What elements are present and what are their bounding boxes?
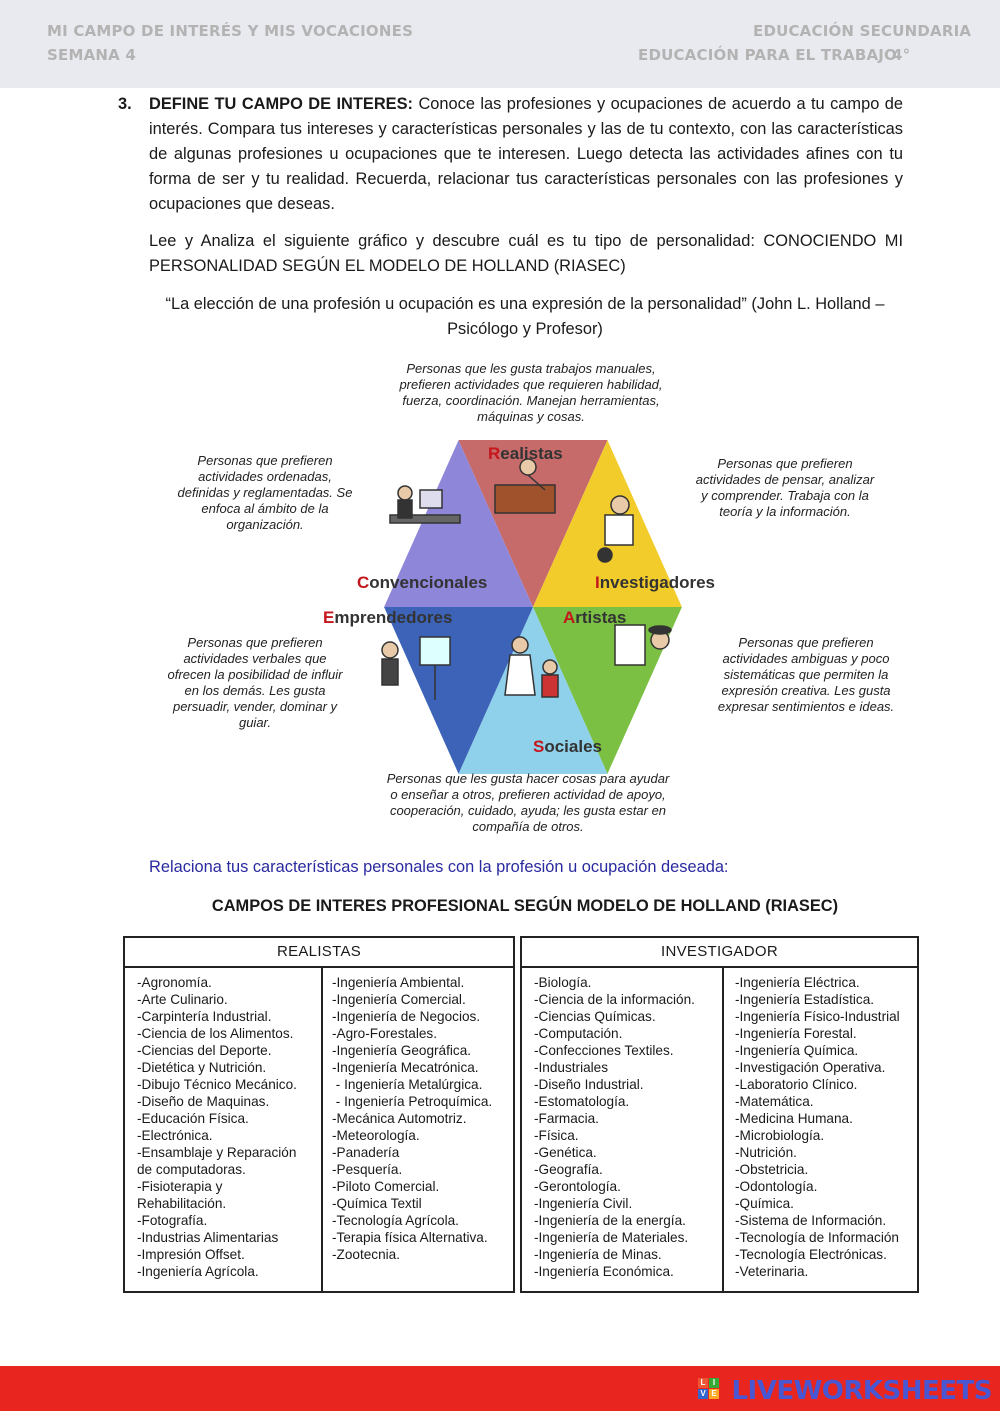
list-item: -Ciencias del Deporte. xyxy=(137,1043,272,1058)
list-item: -Fotografía. xyxy=(137,1213,208,1228)
list-item: -Agronomía. xyxy=(137,975,212,990)
page-header xyxy=(0,0,1000,88)
liveworksheets-logo-icon: L I V E xyxy=(698,1378,720,1400)
list-item: -Ingeniería Económica. xyxy=(534,1264,674,1279)
list-item: -Ciencia de los Alimentos. xyxy=(137,1026,294,1041)
realistas-col-2 xyxy=(332,974,492,1263)
list-item: -Química. xyxy=(735,1196,794,1211)
label-convencionales: Convencionales xyxy=(357,573,488,592)
table-investigador xyxy=(520,936,919,1293)
table-realistas-header: REALISTAS xyxy=(125,938,513,968)
list-item: -Medicina Humana. xyxy=(735,1111,853,1126)
svg-text:teoría y la información.: teoría y la información. xyxy=(719,504,851,519)
list-item: -Sistema de Información. xyxy=(735,1213,887,1228)
list-item: - Ingeniería Petroquímica. xyxy=(332,1094,493,1109)
liveworksheets-brand[interactable]: LIVEWORKSHEETS xyxy=(731,1376,992,1406)
list-item: -Microbiología. xyxy=(735,1128,825,1143)
svg-text:cooperación, cuidado, ayuda; l: cooperación, cuidado, ayuda; les gusta estar en xyxy=(389,803,667,818)
list-item: -Ingeniería Mecatrónica. xyxy=(332,1060,479,1075)
list-item: -Ingeniería Civil. xyxy=(534,1196,633,1211)
svg-text:Personas que les gusta trabajo: Personas que les gusta trabajos manuales, xyxy=(406,361,656,376)
list-item: -Mecánica Automotriz. xyxy=(332,1111,467,1126)
list-item: -Ingeniería Geográfica. xyxy=(332,1043,472,1058)
list-item: -Estomatología. xyxy=(534,1094,630,1109)
list-item: -Ingeniería Ambiental. xyxy=(332,975,465,990)
header-level: EDUCACIÓN SECUNDARIA xyxy=(753,22,972,40)
list-item: -Odontología. xyxy=(735,1179,818,1194)
investigador-col-2 xyxy=(735,974,900,1280)
list-item: -Veterinaria. xyxy=(735,1264,809,1279)
list-item: -Ingeniería de la energía. xyxy=(534,1213,686,1228)
list-item: -Industriales xyxy=(534,1060,609,1075)
list-item: -Dibujo Técnico Mecánico. xyxy=(137,1077,297,1092)
list-item: -Agro-Forestales. xyxy=(332,1026,438,1041)
label-emprendedores: Emprendedores xyxy=(323,608,453,627)
list-item: de computadoras. xyxy=(137,1162,246,1177)
realistas-col-1 xyxy=(137,974,297,1280)
list-item: -Tecnología de Información xyxy=(735,1230,899,1245)
svg-text:actividades verbales que: actividades verbales que xyxy=(183,651,327,666)
desc-convencionales xyxy=(178,453,353,532)
painter-illustration xyxy=(615,625,671,665)
list-item: -Obstetricia. xyxy=(735,1162,809,1177)
svg-text:ofrecen la posibilidad de infl: ofrecen la posibilidad de influir xyxy=(167,667,343,682)
list-item: -Ingeniería Forestal. xyxy=(735,1026,857,1041)
svg-text:definidas y reglamentadas. Se: definidas y reglamentadas. Se xyxy=(177,485,353,500)
label-realistas: Realistas xyxy=(488,444,563,463)
section-number: 3. xyxy=(118,95,132,113)
list-item: -Panadería xyxy=(332,1145,400,1160)
list-item: -Tecnología Agrícola. xyxy=(332,1213,459,1228)
svg-text:Personas que prefieren: Personas que prefieren xyxy=(197,453,333,468)
desc-artistas xyxy=(718,635,894,714)
svg-text:en los demás. Les gusta: en los demás. Les gusta xyxy=(184,683,326,698)
svg-text:fuerza, coordinación. Manejan: fuerza, coordinación. Manejan herramientas, xyxy=(402,393,660,408)
list-item: -Electrónica. xyxy=(137,1128,213,1143)
svg-text:actividades ordenadas,: actividades ordenadas, xyxy=(198,469,332,484)
label-sociales: Sociales xyxy=(533,737,602,756)
svg-text:compañía de otros.: compañía de otros. xyxy=(472,819,584,834)
list-item: -Ingeniería de Materiales. xyxy=(534,1230,689,1245)
list-item: -Biología. xyxy=(534,975,592,990)
list-item: -Ingeniería de Negocios. xyxy=(332,1009,481,1024)
list-item: -Ingeniería Estadística. xyxy=(735,992,875,1007)
svg-text:expresión creativa. Les gusta: expresión creativa. Les gusta xyxy=(721,683,891,698)
desc-realistas xyxy=(398,361,662,424)
svg-text:Personas que les gusta hacer c: Personas que les gusta hacer cosas para ayudar xyxy=(386,771,670,786)
section-intro xyxy=(149,92,903,217)
list-item: -Diseño Industrial. xyxy=(534,1077,644,1092)
list-item: -Tecnología Electrónicas. xyxy=(735,1247,887,1262)
svg-text:Personas que prefieren: Personas que prefieren xyxy=(717,456,853,471)
list-item: -Fisioterapia y xyxy=(137,1179,223,1194)
list-item: -Computación. xyxy=(534,1026,623,1041)
svg-text:y comprender. Trabaja con la: y comprender. Trabaja con la xyxy=(701,488,869,503)
list-item: -Farmacia. xyxy=(534,1111,599,1126)
list-item: Rehabilitación. xyxy=(137,1196,227,1211)
list-item: -Ciencias Químicas. xyxy=(534,1009,656,1024)
section-instruction: Lee y Analiza el siguiente gráfico y descubre cuál es tu tipo de personalidad: CONOCIENDO MI PERSONALIDAD SEGÚN EL MODELO DE HOLLAND (RIASEC) xyxy=(149,232,903,275)
list-item: -Ingeniería Eléctrica. xyxy=(735,975,860,990)
svg-text:Personas que prefieren: Personas que prefieren xyxy=(187,635,323,650)
label-investigadores: Investigadores xyxy=(595,573,715,592)
list-item: -Gerontología. xyxy=(534,1179,621,1194)
list-item: -Laboratorio Clínico. xyxy=(735,1077,858,1092)
header-week: SEMANA 4 xyxy=(47,46,137,64)
svg-text:enfoca al ámbito de la: enfoca al ámbito de la xyxy=(201,501,329,516)
list-item: -Diseño de Maquinas. xyxy=(137,1094,270,1109)
relate-prompt: Relaciona tus características personales con la profesión u ocupación deseada: xyxy=(149,858,729,876)
investigador-col-1 xyxy=(534,974,695,1280)
riasec-hexagon-diagram xyxy=(150,355,920,845)
svg-text:o enseñar a otros, prefieren a: o enseñar a otros, prefieren actividad de apoyo, xyxy=(390,787,666,802)
header-grade: 4° xyxy=(892,46,911,64)
list-item: -Física. xyxy=(534,1128,579,1143)
svg-text:sistemáticas que permiten la: sistemáticas que permiten la xyxy=(723,667,889,682)
svg-text:actividades de pensar, analiza: actividades de pensar, analizar xyxy=(695,472,875,487)
list-item: -Nutrición. xyxy=(735,1145,797,1160)
svg-text:expresar sentimientos e ideas.: expresar sentimientos e ideas. xyxy=(717,699,895,714)
list-item: -Zootecnia. xyxy=(332,1247,401,1262)
list-item: -Ingeniería Físico-Industrial xyxy=(735,1009,900,1024)
list-item: -Ingeniería Comercial. xyxy=(332,992,466,1007)
header-course: EDUCACIÓN PARA EL TRABAJO xyxy=(638,46,898,64)
list-item: -Química Textil xyxy=(332,1196,422,1211)
list-item: -Ensamblaje y Reparación xyxy=(137,1145,297,1160)
list-item: -Educación Física. xyxy=(137,1111,249,1126)
list-item: -Investigación Operativa. xyxy=(735,1060,886,1075)
svg-text:actividades ambiguas y poco: actividades ambiguas y poco xyxy=(722,651,890,666)
desc-sociales xyxy=(387,771,670,834)
svg-text:prefieren actividades que requ: prefieren actividades que requieren habilidad, xyxy=(399,377,663,392)
svg-text:persuadir, vender, dominar y: persuadir, vender, dominar y xyxy=(172,699,338,714)
desc-emprendedores xyxy=(168,635,344,730)
svg-text:guiar.: guiar. xyxy=(238,715,272,730)
table-title: CAMPOS DE INTERES PROFESIONAL SEGÚN MODELO DE HOLLAND (RIASEC) xyxy=(211,897,839,915)
list-item: -Impresión Offset. xyxy=(137,1247,245,1262)
list-item: -Terapia física Alternativa. xyxy=(332,1230,488,1245)
list-item: -Ingeniería Agrícola. xyxy=(137,1264,259,1279)
table-realistas xyxy=(123,936,515,1293)
desc-investigadores xyxy=(696,456,875,519)
list-item: -Carpintería Industrial. xyxy=(137,1009,272,1024)
list-item: -Geografía. xyxy=(534,1162,603,1177)
list-item: -Matemática. xyxy=(735,1094,814,1109)
list-item: -Genética. xyxy=(534,1145,597,1160)
list-item: -Dietética y Nutrición. xyxy=(137,1060,267,1075)
list-item: -Confecciones Textiles. xyxy=(534,1043,674,1058)
list-item: -Arte Culinario. xyxy=(137,992,228,1007)
list-item: -Ciencia de la información. xyxy=(534,992,695,1007)
section-intro-text: Conoce las profesiones y ocupaciones de acuerdo a tu campo de interés. Compara tus intereses y características personales y las de tu contexto, con las características de algunas profesiones u ocupaciones que te interesen. Luego detecta las actividades afines con tu forma de ser y tu realidad. Recuerda, relacionar tus características personales con las profesiones y ocupaciones que deseas. xyxy=(149,95,903,213)
svg-text:Personas que prefieren: Personas que prefieren xyxy=(738,635,874,650)
svg-text:organización.: organización. xyxy=(226,517,304,532)
section-heading: DEFINE TU CAMPO DE INTERES: xyxy=(149,95,413,113)
svg-text:máquinas y cosas.: máquinas y cosas. xyxy=(477,409,585,424)
header-title: MI CAMPO DE INTERÉS Y MIS VOCACIONES xyxy=(47,22,414,40)
list-item: - Ingeniería Metalúrgica. xyxy=(332,1077,483,1092)
list-item: -Industrias Alimentarias xyxy=(137,1230,279,1245)
list-item: -Meteorología. xyxy=(332,1128,420,1143)
label-artistas: Artistas xyxy=(563,608,627,627)
list-item: -Ingeniería de Minas. xyxy=(534,1247,662,1262)
list-item: -Piloto Comercial. xyxy=(332,1179,440,1194)
list-item: -Pesquería. xyxy=(332,1162,403,1177)
table-investigador-header: INVESTIGADOR xyxy=(522,938,917,968)
holland-quote: “La elección de una profesión u ocupación es una expresión de la personalidad” (John L. Holland – Psicólogo y Profesor) xyxy=(165,295,885,338)
list-item: -Ingeniería Química. xyxy=(735,1043,859,1058)
